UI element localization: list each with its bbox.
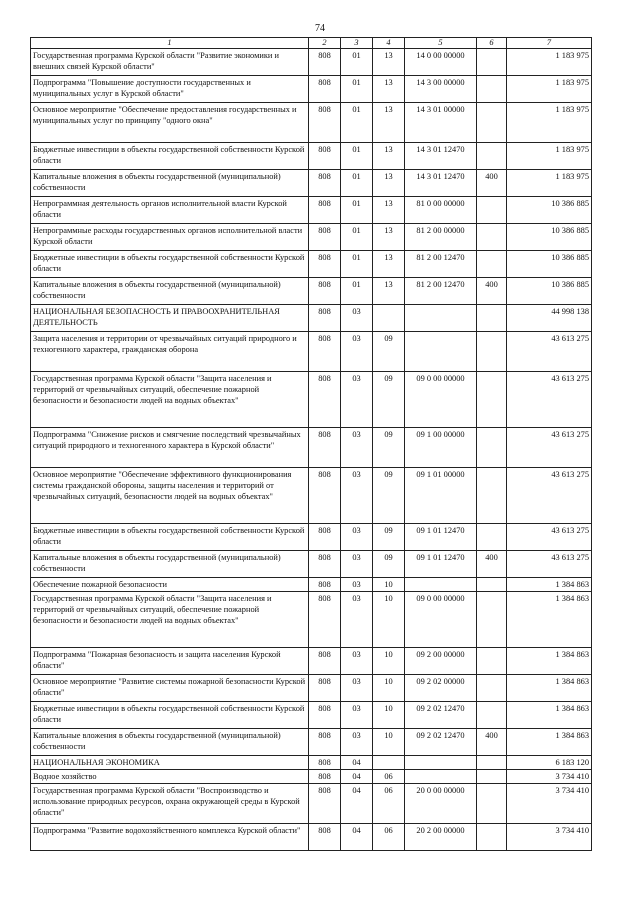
row-amount-cell: 44 998 138	[507, 305, 592, 332]
row-subsection-cell: 10	[373, 592, 405, 648]
row-amount-cell: 1 384 863	[507, 648, 592, 675]
row-expense-type-cell	[477, 756, 507, 770]
row-name-cell: Подпрограмма "Пожарная безопасность и защита населения Курской области"	[31, 648, 309, 675]
row-section-cell: 01	[341, 278, 373, 305]
row-target-article-cell: 09 2 02 00000	[405, 675, 477, 702]
row-target-article-cell: 14 3 01 00000	[405, 103, 477, 143]
row-section-cell: 03	[341, 305, 373, 332]
row-section-cell: 03	[341, 551, 373, 578]
row-code-cell: 808	[309, 224, 341, 251]
row-target-article-cell	[405, 578, 477, 592]
row-expense-type-cell	[477, 592, 507, 648]
row-subsection-cell: 13	[373, 251, 405, 278]
row-section-cell: 01	[341, 143, 373, 170]
row-name-cell: НАЦИОНАЛЬНАЯ ЭКОНОМИКА	[31, 756, 309, 770]
row-amount-cell: 1 384 863	[507, 729, 592, 756]
row-subsection-cell: 06	[373, 770, 405, 784]
row-section-cell: 01	[341, 251, 373, 278]
row-section-cell: 03	[341, 524, 373, 551]
row-name-cell: Бюджетные инвестиции в объекты государственной собственности Курской области	[31, 251, 309, 278]
row-name-cell: Подпрограмма "Повышение доступности государственных и муниципальных услуг в Курской области"	[31, 76, 309, 103]
row-target-article-cell	[405, 770, 477, 784]
row-subsection-cell: 10	[373, 729, 405, 756]
row-target-article-cell: 09 2 02 12470	[405, 729, 477, 756]
row-amount-cell: 10 386 885	[507, 251, 592, 278]
row-section-cell: 01	[341, 197, 373, 224]
row-section-cell: 03	[341, 372, 373, 428]
table-row	[31, 756, 592, 770]
row-amount-cell: 10 386 885	[507, 224, 592, 251]
row-amount-cell: 1 183 975	[507, 49, 592, 76]
row-expense-type-cell: 400	[477, 170, 507, 197]
row-code-cell: 808	[309, 784, 341, 824]
row-amount-cell: 43 613 275	[507, 332, 592, 372]
row-amount-cell: 3 734 410	[507, 824, 592, 851]
row-code-cell: 808	[309, 76, 341, 103]
row-expense-type-cell: 400	[477, 729, 507, 756]
row-name-cell: Государственная программа Курской области "Защита населения и территорий от чрезвычайных ситуаций, обеспечение пожарной безопасности и безопасности людей на водных объектах"	[31, 372, 309, 428]
row-target-article-cell	[405, 756, 477, 770]
row-expense-type-cell	[477, 770, 507, 784]
row-name-cell: Основное мероприятие "Развитие системы пожарной безопасности Курской области"	[31, 675, 309, 702]
row-target-article-cell: 09 2 02 12470	[405, 702, 477, 729]
page-number: 74	[315, 23, 325, 34]
row-subsection-cell: 09	[373, 524, 405, 551]
table-row	[31, 824, 592, 851]
row-target-article-cell: 09 1 01 00000	[405, 468, 477, 524]
row-subsection-cell: 13	[373, 103, 405, 143]
row-code-cell: 808	[309, 197, 341, 224]
table-row	[31, 197, 592, 224]
row-expense-type-cell	[477, 76, 507, 103]
row-section-cell: 03	[341, 729, 373, 756]
row-subsection-cell	[373, 756, 405, 770]
table-header-row	[31, 38, 592, 49]
row-name-cell: Государственная программа Курской области "Защита населения и территорий от чрезвычайных ситуаций, обеспечение пожарной безопасности и безопасности людей на водных объектах"	[31, 592, 309, 648]
row-subsection-cell: 13	[373, 278, 405, 305]
row-code-cell: 808	[309, 278, 341, 305]
header-cell: 5	[405, 38, 477, 49]
row-target-article-cell: 81 2 00 00000	[405, 224, 477, 251]
row-expense-type-cell	[477, 143, 507, 170]
row-section-cell: 03	[341, 648, 373, 675]
row-name-cell: Подпрограмма "Развитие водохозяйственного комплекса Курской области"	[31, 824, 309, 851]
row-subsection-cell: 10	[373, 675, 405, 702]
header-cell: 2	[309, 38, 341, 49]
row-expense-type-cell	[477, 372, 507, 428]
row-section-cell: 03	[341, 428, 373, 468]
table-row	[31, 592, 592, 648]
row-code-cell: 808	[309, 143, 341, 170]
row-name-cell: Подпрограмма "Снижение рисков и смягчение последствий чрезвычайных ситуаций природного и техногенного характера в Курской области"	[31, 428, 309, 468]
row-name-cell: Защита населения и территории от чрезвычайных ситуаций природного и техногенного характера, гражданская оборона	[31, 332, 309, 372]
row-section-cell: 03	[341, 468, 373, 524]
row-section-cell: 01	[341, 170, 373, 197]
row-code-cell: 808	[309, 756, 341, 770]
row-expense-type-cell	[477, 305, 507, 332]
row-name-cell: Капитальные вложения в объекты государственной (муниципальной) собственности	[31, 551, 309, 578]
row-target-article-cell	[405, 305, 477, 332]
row-name-cell: Государственная программа Курской области "Развитие экономики и внешних связей Курской области"	[31, 49, 309, 76]
row-subsection-cell: 10	[373, 648, 405, 675]
row-section-cell: 01	[341, 224, 373, 251]
budget-table	[30, 37, 592, 851]
row-subsection-cell	[373, 305, 405, 332]
row-amount-cell: 43 613 275	[507, 372, 592, 428]
row-target-article-cell: 14 3 00 00000	[405, 76, 477, 103]
row-amount-cell: 10 386 885	[507, 278, 592, 305]
row-section-cell: 03	[341, 592, 373, 648]
row-code-cell: 808	[309, 332, 341, 372]
row-name-cell: Водное хозяйство	[31, 770, 309, 784]
row-target-article-cell: 20 0 00 00000	[405, 784, 477, 824]
row-name-cell: НАЦИОНАЛЬНАЯ БЕЗОПАСНОСТЬ И ПРАВООХРАНИТЕЛЬНАЯ ДЕЯТЕЛЬНОСТЬ	[31, 305, 309, 332]
row-code-cell: 808	[309, 49, 341, 76]
row-expense-type-cell: 400	[477, 551, 507, 578]
row-section-cell: 04	[341, 770, 373, 784]
row-subsection-cell: 09	[373, 551, 405, 578]
table-row	[31, 578, 592, 592]
row-subsection-cell: 09	[373, 372, 405, 428]
row-expense-type-cell: 400	[477, 278, 507, 305]
table-row	[31, 103, 592, 143]
row-code-cell: 808	[309, 103, 341, 143]
table-row	[31, 784, 592, 824]
row-expense-type-cell	[477, 428, 507, 468]
row-subsection-cell: 09	[373, 428, 405, 468]
row-section-cell: 03	[341, 675, 373, 702]
row-section-cell: 04	[341, 756, 373, 770]
row-subsection-cell: 13	[373, 197, 405, 224]
table-row	[31, 648, 592, 675]
row-target-article-cell: 81 0 00 00000	[405, 197, 477, 224]
header-cell: 6	[477, 38, 507, 49]
row-amount-cell: 43 613 275	[507, 428, 592, 468]
row-amount-cell: 1 183 975	[507, 103, 592, 143]
row-expense-type-cell	[477, 675, 507, 702]
row-code-cell: 808	[309, 770, 341, 784]
row-expense-type-cell	[477, 702, 507, 729]
row-section-cell: 04	[341, 824, 373, 851]
table-row	[31, 76, 592, 103]
row-subsection-cell: 13	[373, 224, 405, 251]
header-cell: 1	[31, 38, 309, 49]
row-code-cell: 808	[309, 648, 341, 675]
row-expense-type-cell	[477, 332, 507, 372]
row-expense-type-cell	[477, 784, 507, 824]
row-subsection-cell: 13	[373, 49, 405, 76]
row-name-cell: Обеспечение пожарной безопасности	[31, 578, 309, 592]
row-subsection-cell: 13	[373, 170, 405, 197]
row-section-cell: 01	[341, 103, 373, 143]
row-target-article-cell: 09 1 01 12470	[405, 524, 477, 551]
row-name-cell: Непрограммные расходы государственных органов исполнительной власти Курской области	[31, 224, 309, 251]
table-row	[31, 428, 592, 468]
row-code-cell: 808	[309, 592, 341, 648]
row-subsection-cell: 09	[373, 468, 405, 524]
row-subsection-cell: 09	[373, 332, 405, 372]
row-expense-type-cell	[477, 824, 507, 851]
row-subsection-cell: 10	[373, 578, 405, 592]
row-amount-cell: 43 613 275	[507, 524, 592, 551]
table-row	[31, 675, 592, 702]
row-name-cell: Государственная программа Курской области "Воспроизводство и использование природных ресурсов, охрана окружающей среды в Курской области"	[31, 784, 309, 824]
row-amount-cell: 43 613 275	[507, 468, 592, 524]
row-target-article-cell: 20 2 00 00000	[405, 824, 477, 851]
table-row	[31, 278, 592, 305]
row-amount-cell: 3 734 410	[507, 770, 592, 784]
row-amount-cell: 1 183 975	[507, 143, 592, 170]
row-name-cell: Капитальные вложения в объекты государственной (муниципальной) собственности	[31, 170, 309, 197]
row-target-article-cell: 14 0 00 00000	[405, 49, 477, 76]
row-section-cell: 01	[341, 49, 373, 76]
table-row	[31, 251, 592, 278]
table-row	[31, 729, 592, 756]
row-name-cell: Бюджетные инвестиции в объекты государственной собственности Курской области	[31, 524, 309, 551]
row-code-cell: 808	[309, 170, 341, 197]
row-subsection-cell: 06	[373, 784, 405, 824]
row-amount-cell: 6 183 120	[507, 756, 592, 770]
row-name-cell: Основное мероприятие "Обеспечение эффективного функционирования системы гражданской обороны, защиты населения и территорий от чрезвычайных ситуаций, безопасности людей на водных объектах"	[31, 468, 309, 524]
header-cell: 7	[507, 38, 592, 49]
table-row	[31, 372, 592, 428]
row-code-cell: 808	[309, 372, 341, 428]
row-code-cell: 808	[309, 578, 341, 592]
row-amount-cell: 1 183 975	[507, 76, 592, 103]
row-name-cell: Непрограммная деятельность органов исполнительной власти Курской области	[31, 197, 309, 224]
header-cell: 4	[373, 38, 405, 49]
table-row	[31, 702, 592, 729]
row-section-cell: 04	[341, 784, 373, 824]
table-row	[31, 49, 592, 76]
row-target-article-cell: 81 2 00 12470	[405, 251, 477, 278]
row-name-cell: Бюджетные инвестиции в объекты государственной собственности Курской области	[31, 143, 309, 170]
table-row	[31, 332, 592, 372]
row-name-cell: Капитальные вложения в объекты государственной (муниципальной) собственности	[31, 278, 309, 305]
row-target-article-cell	[405, 332, 477, 372]
table-row	[31, 224, 592, 251]
row-amount-cell: 1 384 863	[507, 675, 592, 702]
table-row	[31, 143, 592, 170]
row-amount-cell: 43 613 275	[507, 551, 592, 578]
row-code-cell: 808	[309, 428, 341, 468]
row-section-cell: 03	[341, 332, 373, 372]
row-target-article-cell: 09 2 00 00000	[405, 648, 477, 675]
table-row	[31, 524, 592, 551]
row-subsection-cell: 13	[373, 143, 405, 170]
row-expense-type-cell	[477, 103, 507, 143]
row-name-cell: Основное мероприятие "Обеспечение предоставления государственных и муниципальных услуг по принципу "одного окна"	[31, 103, 309, 143]
row-amount-cell: 1 384 863	[507, 592, 592, 648]
row-expense-type-cell	[477, 197, 507, 224]
row-expense-type-cell	[477, 251, 507, 278]
row-target-article-cell: 09 0 00 00000	[405, 592, 477, 648]
row-target-article-cell: 09 1 00 00000	[405, 428, 477, 468]
table-row	[31, 551, 592, 578]
row-name-cell: Капитальные вложения в объекты государственной (муниципальной) собственности	[31, 729, 309, 756]
row-name-cell: Бюджетные инвестиции в объекты государственной собственности Курской области	[31, 702, 309, 729]
row-expense-type-cell	[477, 468, 507, 524]
row-code-cell: 808	[309, 729, 341, 756]
row-target-article-cell: 09 0 00 00000	[405, 372, 477, 428]
row-target-article-cell: 14 3 01 12470	[405, 143, 477, 170]
row-code-cell: 808	[309, 824, 341, 851]
row-code-cell: 808	[309, 702, 341, 729]
row-amount-cell: 10 386 885	[507, 197, 592, 224]
table-row	[31, 468, 592, 524]
row-expense-type-cell	[477, 648, 507, 675]
row-subsection-cell: 06	[373, 824, 405, 851]
row-expense-type-cell	[477, 49, 507, 76]
row-code-cell: 808	[309, 305, 341, 332]
row-section-cell: 01	[341, 76, 373, 103]
row-code-cell: 808	[309, 551, 341, 578]
row-code-cell: 808	[309, 251, 341, 278]
header-cell: 3	[341, 38, 373, 49]
row-code-cell: 808	[309, 675, 341, 702]
row-target-article-cell: 81 2 00 12470	[405, 278, 477, 305]
row-section-cell: 03	[341, 702, 373, 729]
row-expense-type-cell	[477, 578, 507, 592]
row-target-article-cell: 09 1 01 12470	[405, 551, 477, 578]
row-expense-type-cell	[477, 524, 507, 551]
row-subsection-cell: 13	[373, 76, 405, 103]
table-row	[31, 305, 592, 332]
row-subsection-cell: 10	[373, 702, 405, 729]
row-amount-cell: 1 384 863	[507, 578, 592, 592]
row-code-cell: 808	[309, 524, 341, 551]
row-amount-cell: 1 183 975	[507, 170, 592, 197]
row-code-cell: 808	[309, 468, 341, 524]
row-target-article-cell: 14 3 01 12470	[405, 170, 477, 197]
row-expense-type-cell	[477, 224, 507, 251]
row-amount-cell: 1 384 863	[507, 702, 592, 729]
row-amount-cell: 3 734 410	[507, 784, 592, 824]
table-row	[31, 770, 592, 784]
table-row	[31, 170, 592, 197]
row-section-cell: 03	[341, 578, 373, 592]
